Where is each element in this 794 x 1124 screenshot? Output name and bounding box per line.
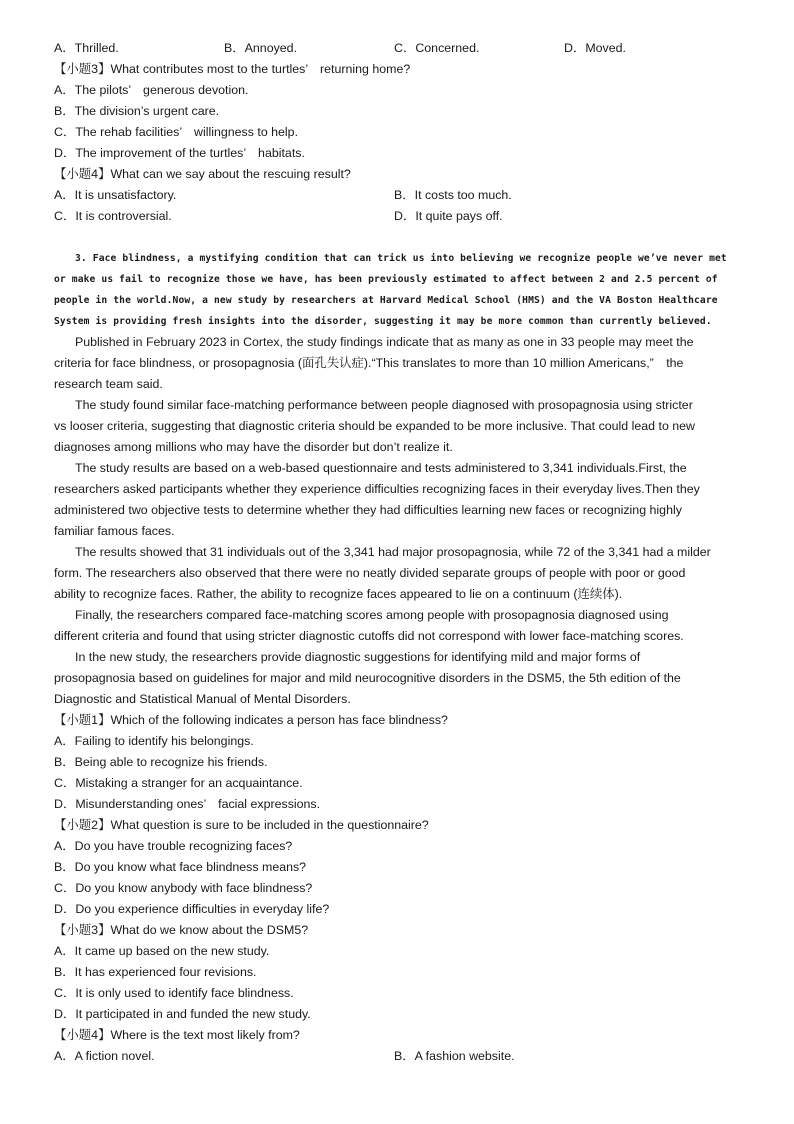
question-stem: 【小题4】Where is the text most likely from? xyxy=(54,1028,300,1042)
option-a: A．A fiction novel. xyxy=(54,1049,155,1063)
passage-intro xyxy=(54,248,744,332)
body-line: research team said. xyxy=(54,377,163,391)
option-a: A．Failing to identify his belongings. xyxy=(54,734,254,748)
option-c: C．Mistaking a stranger for an acquaintance. xyxy=(54,776,303,790)
question-4 xyxy=(54,1025,744,1067)
option-b: B．Do you know what face blindness means? xyxy=(54,860,307,874)
question-stem: 【小题1】Which of the following indicates a person has face blindness? xyxy=(54,713,448,727)
option-b: B．Being able to recognize his friends. xyxy=(54,755,268,769)
option-row xyxy=(54,206,744,227)
option-row xyxy=(54,1046,744,1067)
option-c: C．Concerned. xyxy=(394,41,480,55)
intro-line: people in the world.Now, a new study by researchers at Harvard Medical School (HMS) and the VA Boston Healthcare xyxy=(54,295,718,306)
option-a: A．The pilots’ generous devotion. xyxy=(54,83,249,97)
option-b: B．It costs too much. xyxy=(394,188,512,202)
option-a: A．It came up based on the new study. xyxy=(54,944,270,958)
option-c: C．It is only used to identify face blindness. xyxy=(54,986,294,1000)
body-line: form. The researchers also observed that there were no neatly divided separate groups of people with poor or good xyxy=(54,566,686,580)
body-line: ability to recognize faces. Rather, the ability to recognize faces appeared to lie on a continuum (连续体). xyxy=(54,587,623,601)
body-line: vs looser criteria, suggesting that diagnostic criteria should be expanded to be more inclusive. That could lead to new xyxy=(54,419,696,433)
option-d: D．Do you experience difficulties in everyday life? xyxy=(54,902,330,916)
body-line: Published in February 2023 in Cortex, the study findings indicate that as many as one in 33 people may meet the xyxy=(75,335,694,349)
question-2 xyxy=(54,815,744,920)
body-line: Diagnostic and Statistical Manual of Mental Disorders. xyxy=(54,692,351,706)
body-line: prosopagnosia based on guidelines for major and mild neurocognitive disorders in the DSM5, the 5th edition of the xyxy=(54,671,681,685)
body-line: The results showed that 31 individuals out of the 3,341 had major prosopagnosia, while 72 of the 3,341 had a milder xyxy=(75,545,711,559)
body-line: The study results are based on a web-based questionnaire and tests administered to 3,341 individuals.First, the xyxy=(75,461,687,475)
question-stem: 【小题3】What contributes most to the turtles’ returning home? xyxy=(54,62,411,76)
option-c: C．It is controversial. xyxy=(54,209,172,223)
body-line: The study found similar face-matching performance between people diagnosed with prosopagnosia using stricter xyxy=(75,398,693,412)
question-1 xyxy=(54,710,744,815)
question-stem: 【小题2】What question is sure to be included in the questionnaire? xyxy=(54,818,429,832)
question-3 xyxy=(54,920,744,1025)
prev-question-options xyxy=(54,38,744,59)
body-line: administered two objective tests to determine whether they had difficulties learning new faces or recognizing highly xyxy=(54,503,682,517)
option-a: A．It is unsatisfactory. xyxy=(54,188,177,202)
option-a: A．Do you have trouble recognizing faces? xyxy=(54,839,293,853)
option-d: D．It quite pays off. xyxy=(394,209,503,223)
intro-line: System is providing fresh insights into the disorder, suggesting it may be more common than currently believed. xyxy=(54,316,712,327)
intro-line: or make us fail to recognize those we have, has been previously estimated to affect between 2 and 2.5 percent of xyxy=(54,274,718,285)
option-row xyxy=(54,185,744,206)
option-c: C．The rehab facilities’ willingness to help. xyxy=(54,125,299,139)
option-b: B．A fashion website. xyxy=(394,1049,515,1063)
body-line: researchers asked participants whether they experience difficulties recognizing faces in their everyday lives.Then they xyxy=(54,482,700,496)
body-line: familiar famous faces. xyxy=(54,524,175,538)
question-stem: 【小题3】What do we know about the DSM5? xyxy=(54,923,309,937)
body-line: diagnoses among millions who may have the disorder but don’t realize it. xyxy=(54,440,453,454)
option-b: B．Annoyed. xyxy=(224,41,298,55)
option-d: D．It participated in and funded the new study. xyxy=(54,1007,311,1021)
option-a: A．Thrilled. xyxy=(54,41,119,55)
body-line: criteria for face blindness, or prosopagnosia (面孔失认症).“This translates to more than 10 million Americans,” the xyxy=(54,356,684,370)
body-line: different criteria and found that using stricter diagnostic cutoffs did not correspond with lower face-matching scores. xyxy=(54,629,684,643)
body-line: Finally, the researchers compared face-matching scores among people with prosopagnosia diagnosed using xyxy=(75,608,669,622)
body-line: In the new study, the researchers provide diagnostic suggestions for identifying mild and major forms of xyxy=(75,650,641,664)
option-b: B．It has experienced four revisions. xyxy=(54,965,257,979)
option-b: B．The division’s urgent care. xyxy=(54,104,220,118)
option-d: D．The improvement of the turtles’ habitats. xyxy=(54,146,305,160)
question-stem: 【小题4】What can we say about the rescuing result? xyxy=(54,167,351,181)
option-c: C．Do you know anybody with face blindness? xyxy=(54,881,313,895)
passage-body xyxy=(54,332,744,710)
intro-line: 3. Face blindness, a mystifying condition that can trick us into believing we recognize people we’ve never met xyxy=(75,253,727,264)
exam-page xyxy=(54,38,744,1067)
option-d: D．Misunderstanding ones’ facial expressions. xyxy=(54,797,321,811)
spacer xyxy=(54,227,744,248)
option-d: D．Moved. xyxy=(564,41,626,55)
